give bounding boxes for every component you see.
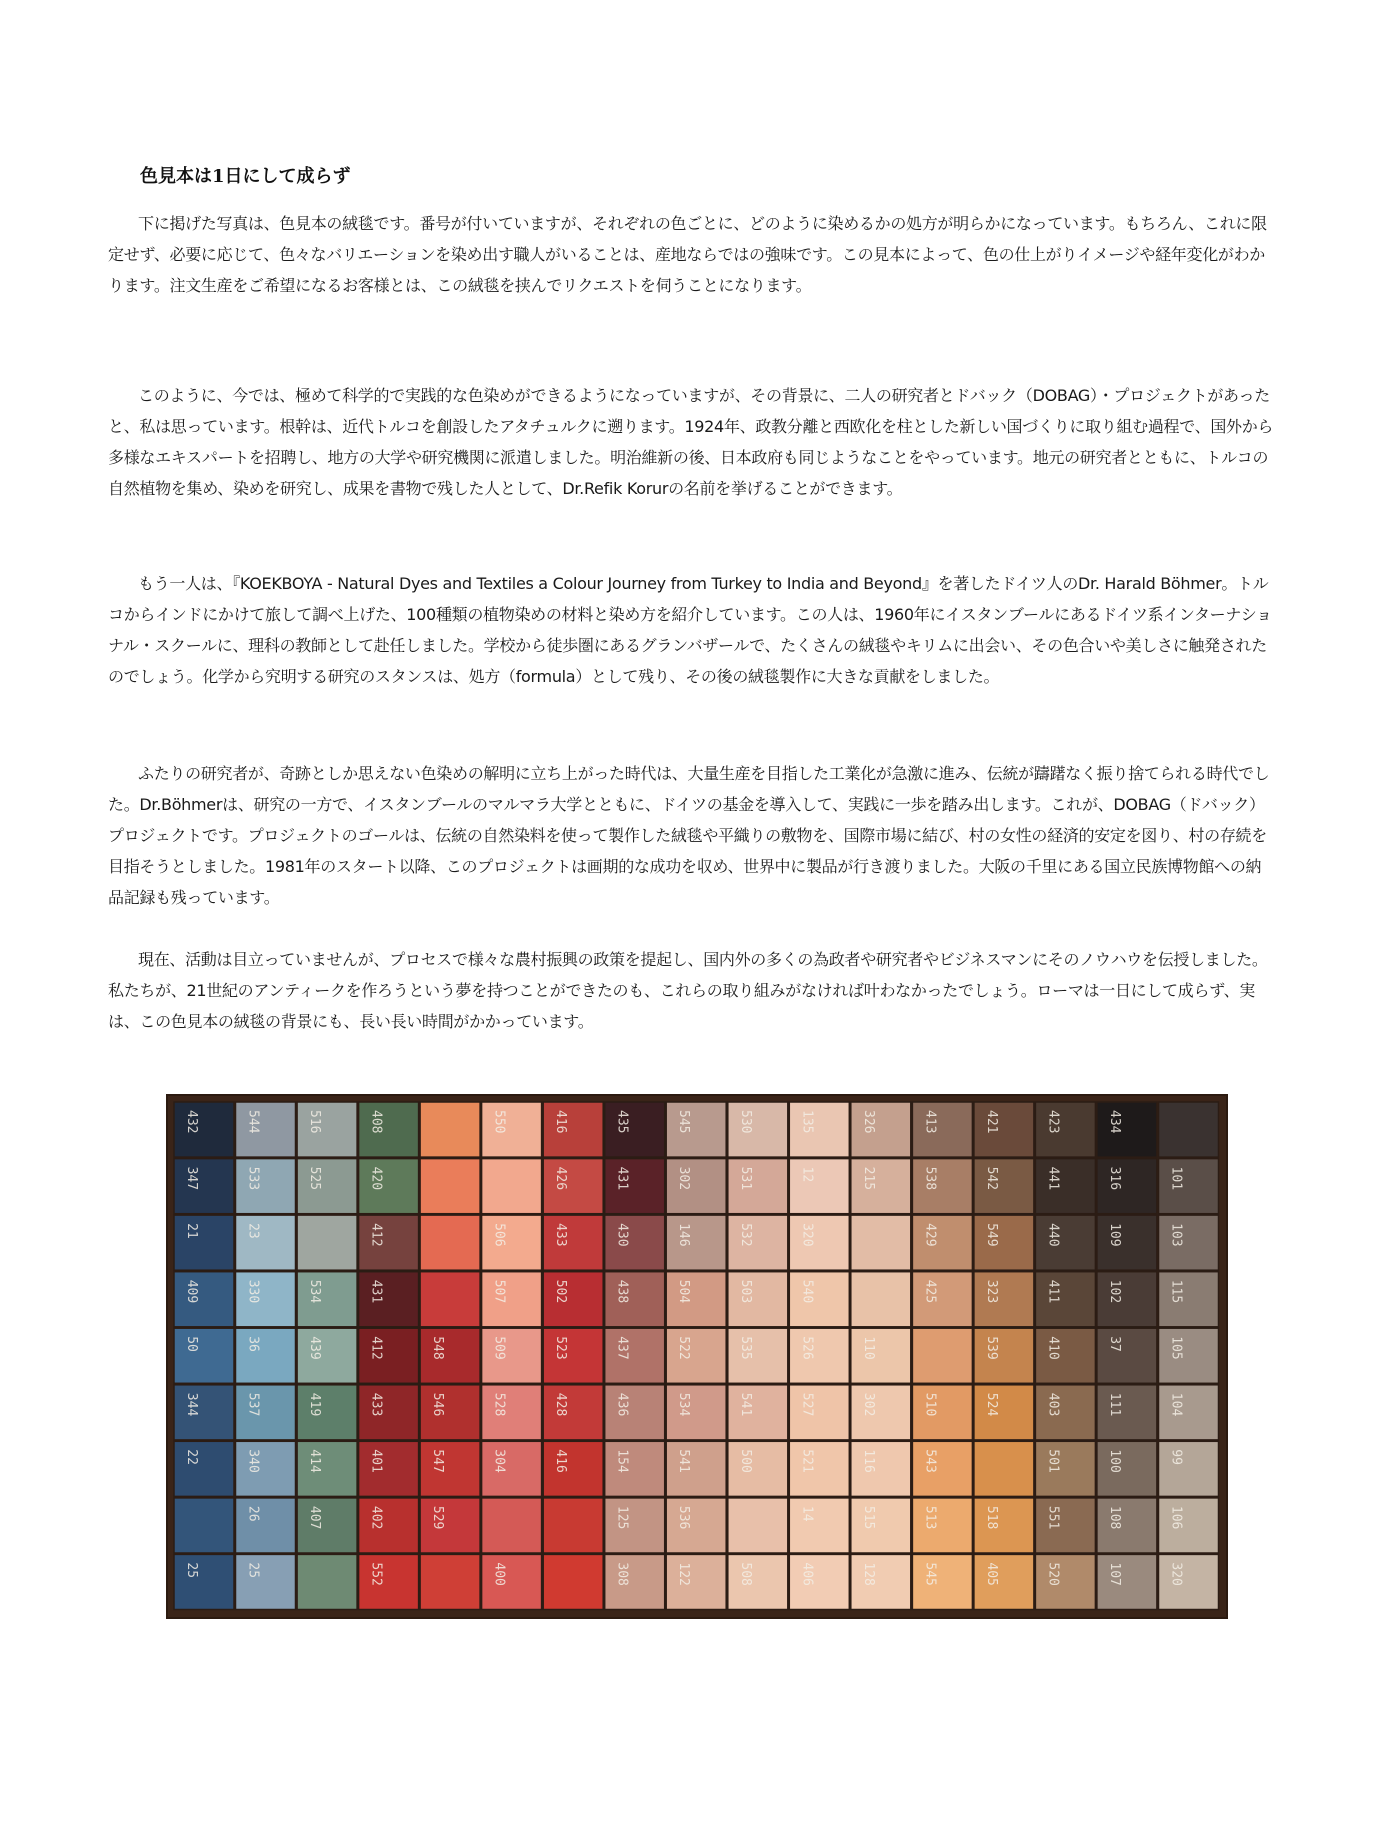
swatch-number-label: 412 xyxy=(368,1223,384,1247)
swatch-number-label: 551 xyxy=(1045,1505,1061,1530)
swatch-cell xyxy=(420,1554,480,1609)
swatch-number-label: 431 xyxy=(614,1166,630,1191)
swatch-number-label: 416 xyxy=(553,1110,569,1134)
swatch-number-label: 549 xyxy=(983,1223,999,1247)
swatch-number-label: 111 xyxy=(1106,1392,1122,1417)
swatch-number-label: 436 xyxy=(614,1392,630,1417)
swatch-cell xyxy=(482,1102,542,1157)
swatch-number-label: 525 xyxy=(307,1166,323,1191)
swatch-cell xyxy=(912,1215,972,1270)
swatch-number-label: 401 xyxy=(368,1449,384,1473)
swatch-number-label: 414 xyxy=(307,1449,323,1473)
swatch-cell xyxy=(851,1328,911,1383)
swatch-cell xyxy=(1159,1385,1219,1440)
swatch-number-label: 405 xyxy=(983,1562,999,1586)
swatch-number-label: 547 xyxy=(430,1449,446,1473)
swatch-cell xyxy=(789,1215,849,1270)
swatch-cell xyxy=(974,1272,1034,1327)
swatch-cell xyxy=(666,1215,726,1270)
swatch-number-label: 320 xyxy=(799,1223,815,1247)
swatch-number-label: 545 xyxy=(676,1110,692,1134)
swatch-cell xyxy=(728,1102,788,1157)
swatch-number-label: 538 xyxy=(922,1166,938,1191)
paragraph-1: 下に掲げた写真は、色見本の絨毯です。番号が付いていますが、それぞれの色ごとに、どのように染めるかの処方が明らかになっています。もちろん、これに限定せず、必要に応じて、色々なバリエーションを染め出す職人がいることは、産地ならではの強味です。この見本によって、色の仕上がりイメージや経年変化がわかります。注文生産をご希望になるお客様とは、この絨毯を挟んでリクエストを伺うことになります。 xyxy=(108,214,1267,295)
swatch-number-label: 523 xyxy=(553,1336,569,1360)
swatch-number-label: 431 xyxy=(368,1279,384,1304)
swatch-cell xyxy=(974,1498,1034,1553)
swatch-cell xyxy=(359,1215,419,1270)
swatch-cell xyxy=(174,1498,234,1553)
swatch-cell xyxy=(974,1328,1034,1383)
swatch-number-label: 407 xyxy=(307,1505,323,1530)
swatch-number-label: 26 xyxy=(245,1505,261,1522)
swatch-cell xyxy=(1159,1441,1219,1496)
swatch-number-label: 403 xyxy=(1045,1392,1061,1417)
swatch-number-label: 316 xyxy=(1106,1166,1122,1191)
swatch-cell xyxy=(543,1102,603,1157)
swatch-cell xyxy=(605,1328,665,1383)
swatch-number-label: 432 xyxy=(184,1110,199,1134)
swatch-cell xyxy=(1097,1159,1157,1214)
swatch-cell xyxy=(482,1272,542,1327)
swatch-number-label: 546 xyxy=(430,1392,446,1417)
swatch-number-label: 541 xyxy=(676,1449,692,1473)
swatch-cell xyxy=(1159,1328,1219,1383)
swatch-cell xyxy=(912,1102,972,1157)
swatch-cell xyxy=(482,1215,542,1270)
swatch-number-label: 308 xyxy=(614,1562,630,1586)
swatch-cell xyxy=(359,1385,419,1440)
swatch-cell xyxy=(420,1385,480,1440)
paragraph-2: このように、今では、極めて科学的で実践的な色染めができるようになっていますが、その背景に、二人の研究者とドバック（DOBAG）・プロジェクトがあったと、私は思っています。根幹は、近代トルコを創設したアタチュルクに遡ります。1924年、政教分離と西欧化を柱とした新しい国づくりに取り組む過程で、国外から多様なエキスパートを招聘し、地方の大学や研究機関に派遣しました。明治維新の後、日本政府も同じようなことをやっています。地元の研究者とともに、トルコの自然植物を集め、染めを研究し、成果を書物で残した人として、Dr.Refik Korurの名前を挙げることができます。 xyxy=(108,386,1274,498)
swatch-cell xyxy=(851,1215,911,1270)
swatch-cell xyxy=(1097,1328,1157,1383)
swatch-number-label: 508 xyxy=(737,1562,753,1586)
swatch-cell xyxy=(420,1215,480,1270)
swatch-cell xyxy=(605,1498,665,1553)
swatch-cell xyxy=(1035,1554,1095,1609)
swatch-cell xyxy=(236,1272,296,1327)
swatch-number-label: 524 xyxy=(983,1392,999,1417)
swatch-number-label: 520 xyxy=(1045,1562,1061,1586)
swatch-number-label: 409 xyxy=(184,1279,199,1304)
swatch-number-label: 439 xyxy=(307,1336,323,1360)
swatch-cell xyxy=(666,1498,726,1553)
swatch-number-label: 116 xyxy=(860,1449,876,1473)
swatch-number-label: 552 xyxy=(368,1562,384,1586)
swatch-number-label: 531 xyxy=(737,1166,753,1191)
swatch-number-label: 429 xyxy=(922,1223,938,1247)
swatch-number-label: 326 xyxy=(860,1110,876,1134)
swatch-number-label: 402 xyxy=(368,1505,384,1530)
swatch-cell xyxy=(174,1102,234,1157)
swatch-cell xyxy=(420,1498,480,1553)
swatch-number-label: 539 xyxy=(983,1336,999,1360)
swatch-number-label: 548 xyxy=(430,1336,446,1360)
swatch-cell xyxy=(297,1441,357,1496)
swatch-number-label: 500 xyxy=(737,1449,753,1473)
swatch-cell xyxy=(728,1554,788,1609)
swatch-number-label: 50 xyxy=(184,1336,199,1352)
swatch-number-label: 516 xyxy=(307,1110,323,1134)
swatch-cell xyxy=(1097,1215,1157,1270)
swatch-cell xyxy=(974,1385,1034,1440)
swatch-cell xyxy=(482,1159,542,1214)
swatch-number-label: 425 xyxy=(922,1279,938,1304)
swatch-cell xyxy=(912,1272,972,1327)
swatch-cell xyxy=(359,1554,419,1609)
swatch-cell xyxy=(1035,1102,1095,1157)
swatch-cell xyxy=(543,1159,603,1214)
swatch-cell xyxy=(174,1328,234,1383)
swatch-number-label: 506 xyxy=(491,1223,507,1247)
swatch-cell xyxy=(359,1102,419,1157)
swatch-cell xyxy=(1035,1385,1095,1440)
swatch-number-label: 522 xyxy=(676,1336,692,1360)
swatch-cell xyxy=(359,1159,419,1214)
swatch-number-label: 530 xyxy=(737,1110,753,1134)
swatch-cell xyxy=(851,1102,911,1157)
swatch-number-label: 25 xyxy=(245,1562,261,1579)
swatch-cell xyxy=(297,1385,357,1440)
swatch-cell xyxy=(851,1385,911,1440)
paragraph-3: もう一人は、『KOEKBOYA - Natural Dyes and Textiles a Colour Journey from Turkey to India and Beyond』を著したドイツ人のDr. Harald Böhmer。トルコからインドにかけて旅して調べ上げた、100種類の植物染めの材料と染め方を紹介しています。この人は、1960年にイスタンブールにあるドイツ系インターナショナル・スクールに、理科の教師として赴任しました。学校から徒歩圏にあるグランバザールで、たくさんの絨毯やキリムに出会い、その色合いや美しさに触発されたのでしょう。化学から究明する研究のスタンスは、処方（formula）として残り、その後の絨毯製作に大きな貢献をしました。 xyxy=(108,574,1272,686)
swatch-cell xyxy=(297,1102,357,1157)
swatch-number-label: 406 xyxy=(799,1562,815,1586)
swatch-number-label: 408 xyxy=(368,1110,384,1134)
swatch-cell xyxy=(543,1441,603,1496)
swatch-cell xyxy=(605,1215,665,1270)
swatch-number-label: 540 xyxy=(799,1279,815,1304)
swatch-cell xyxy=(912,1498,972,1553)
swatch-number-label: 302 xyxy=(860,1392,876,1417)
swatch-number-label: 108 xyxy=(1106,1505,1122,1530)
swatch-number-label: 502 xyxy=(553,1279,569,1304)
swatch-number-label: 103 xyxy=(1168,1223,1184,1247)
swatch-cell xyxy=(482,1498,542,1553)
swatch-cell xyxy=(297,1554,357,1609)
swatch-cell xyxy=(851,1441,911,1496)
swatch-number-label: 101 xyxy=(1168,1166,1184,1191)
swatch-number-label: 115 xyxy=(1168,1279,1184,1304)
swatch-cell xyxy=(789,1498,849,1553)
swatch-cell xyxy=(543,1554,603,1609)
swatch-number-label: 434 xyxy=(1106,1110,1122,1134)
swatch-cell xyxy=(297,1159,357,1214)
section-heading: 色見本は1日にして成らず xyxy=(140,166,351,187)
swatch-cell xyxy=(1097,1385,1157,1440)
swatch-number-label: 400 xyxy=(491,1562,507,1586)
swatch-cell xyxy=(728,1215,788,1270)
swatch-cell xyxy=(297,1498,357,1553)
swatch-cell xyxy=(174,1215,234,1270)
swatch-cell xyxy=(420,1159,480,1214)
swatch-number-label: 435 xyxy=(614,1110,630,1134)
swatch-cell xyxy=(236,1159,296,1214)
swatch-number-label: 423 xyxy=(1045,1110,1061,1134)
swatch-cell xyxy=(1097,1102,1157,1157)
swatch-number-label: 410 xyxy=(1045,1336,1061,1360)
swatch-number-label: 106 xyxy=(1168,1505,1184,1530)
swatch-number-label: 22 xyxy=(184,1449,199,1465)
swatch-cell xyxy=(1035,1498,1095,1553)
swatch-cell xyxy=(543,1498,603,1553)
swatch-cell xyxy=(666,1328,726,1383)
swatch-cell xyxy=(789,1554,849,1609)
swatch-number-label: 154 xyxy=(614,1449,630,1473)
swatch-number-label: 437 xyxy=(614,1336,630,1360)
swatch-number-label: 509 xyxy=(491,1336,507,1360)
swatch-cell xyxy=(359,1328,419,1383)
swatch-number-label: 36 xyxy=(245,1336,261,1352)
swatch-cell xyxy=(789,1159,849,1214)
swatch-number-label: 23 xyxy=(245,1223,261,1239)
swatch-cell xyxy=(1035,1328,1095,1383)
swatch-cell xyxy=(605,1441,665,1496)
swatch-cell xyxy=(174,1554,234,1609)
swatch-cell xyxy=(543,1215,603,1270)
swatch-number-label: 102 xyxy=(1106,1279,1122,1304)
paragraph-5: 現在、活動は目立っていませんが、プロセスで様々な農村振興の政策を提起し、国内外の多くの為政者や研究者やビジネスマンにそのノウハウを伝授しました。私たちが、21世紀のアンティークを作ろうという夢を持つことができたのも、これらの取り組みがなければ叶わなかったでしょう。ローマは一日にして成らず、実は、この色見本の絨毯の背景にも、長い長い時間がかかっています。 xyxy=(108,950,1268,1031)
swatch-number-label: 146 xyxy=(676,1223,692,1247)
swatch-cell xyxy=(359,1272,419,1327)
swatch-cell xyxy=(728,1498,788,1553)
swatch-cell xyxy=(420,1328,480,1383)
swatch-number-label: 521 xyxy=(799,1449,815,1473)
swatch-cell xyxy=(912,1441,972,1496)
swatch-cell xyxy=(912,1385,972,1440)
swatch-number-label: 528 xyxy=(491,1392,507,1417)
swatch-cell xyxy=(297,1272,357,1327)
swatch-cell xyxy=(728,1441,788,1496)
swatch-cell xyxy=(974,1159,1034,1214)
swatch-number-label: 12 xyxy=(799,1166,815,1183)
swatch-number-label: 507 xyxy=(491,1279,507,1304)
swatch-number-label: 99 xyxy=(1168,1449,1184,1465)
swatch-number-label: 534 xyxy=(307,1279,323,1304)
swatch-number-label: 518 xyxy=(983,1505,999,1530)
swatch-number-label: 344 xyxy=(184,1392,199,1417)
swatch-number-label: 413 xyxy=(922,1110,938,1134)
swatch-number-label: 545 xyxy=(922,1562,938,1586)
swatch-cell xyxy=(174,1441,234,1496)
swatch-number-label: 215 xyxy=(860,1166,876,1191)
swatch-number-label: 503 xyxy=(737,1279,753,1304)
swatch-number-label: 441 xyxy=(1045,1166,1061,1191)
swatch-cell xyxy=(420,1102,480,1157)
swatch-number-label: 128 xyxy=(860,1562,876,1586)
swatch-cell xyxy=(359,1441,419,1496)
swatch-number-label: 125 xyxy=(614,1505,630,1530)
swatch-number-label: 542 xyxy=(983,1166,999,1191)
swatch-cell xyxy=(851,1498,911,1553)
swatch-cell xyxy=(789,1328,849,1383)
swatch-cell xyxy=(543,1272,603,1327)
swatch-cell xyxy=(666,1102,726,1157)
swatch-number-label: 428 xyxy=(553,1392,569,1417)
swatch-number-label: 420 xyxy=(368,1166,384,1191)
swatch-cell xyxy=(912,1328,972,1383)
swatch-number-label: 421 xyxy=(983,1110,999,1134)
swatch-cell xyxy=(666,1159,726,1214)
swatch-number-label: 534 xyxy=(676,1392,692,1417)
swatch-cell xyxy=(1159,1554,1219,1609)
swatch-cell xyxy=(728,1328,788,1383)
swatch-number-label: 526 xyxy=(799,1336,815,1360)
swatch-number-label: 510 xyxy=(922,1392,938,1417)
swatch-number-label: 527 xyxy=(799,1392,815,1417)
swatch-number-label: 543 xyxy=(922,1449,938,1473)
color-swatch-rug-photo xyxy=(166,1094,1228,1619)
swatch-cell xyxy=(666,1385,726,1440)
swatch-number-label: 100 xyxy=(1106,1449,1122,1473)
swatch-cell xyxy=(974,1102,1034,1157)
swatch-number-label: 433 xyxy=(368,1392,384,1417)
swatch-number-label: 515 xyxy=(860,1505,876,1530)
swatch-number-label: 433 xyxy=(553,1223,569,1247)
swatch-number-label: 550 xyxy=(491,1110,507,1134)
swatch-cell xyxy=(605,1385,665,1440)
swatch-number-label: 533 xyxy=(245,1166,261,1191)
swatch-number-label: 529 xyxy=(430,1505,446,1530)
swatch-number-label: 304 xyxy=(491,1449,507,1473)
swatch-cell xyxy=(912,1159,972,1214)
swatch-cell xyxy=(482,1554,542,1609)
swatch-number-label: 320 xyxy=(1168,1562,1184,1586)
swatch-number-label: 340 xyxy=(245,1449,261,1473)
swatch-cell xyxy=(974,1441,1034,1496)
swatch-number-label: 513 xyxy=(922,1505,938,1530)
swatch-number-label: 544 xyxy=(245,1110,261,1134)
swatch-cell xyxy=(728,1159,788,1214)
swatch-number-label: 419 xyxy=(307,1392,323,1417)
swatch-number-label: 25 xyxy=(184,1562,199,1579)
swatch-cell xyxy=(359,1498,419,1553)
swatch-cell xyxy=(851,1159,911,1214)
swatch-cell xyxy=(174,1272,234,1327)
swatch-cell xyxy=(666,1441,726,1496)
swatch-cell xyxy=(297,1328,357,1383)
swatch-number-label: 430 xyxy=(614,1223,630,1247)
swatch-cell xyxy=(1159,1159,1219,1214)
swatch-number-label: 501 xyxy=(1045,1449,1061,1473)
swatch-number-label: 438 xyxy=(614,1279,630,1304)
swatch-cell xyxy=(482,1441,542,1496)
swatch-number-label: 537 xyxy=(245,1392,261,1417)
swatch-cell xyxy=(1035,1215,1095,1270)
swatch-cell xyxy=(728,1272,788,1327)
swatch-number-label: 37 xyxy=(1106,1336,1122,1352)
swatch-cell xyxy=(1035,1441,1095,1496)
swatch-cell xyxy=(605,1102,665,1157)
swatch-cell xyxy=(543,1385,603,1440)
swatch-number-label: 347 xyxy=(184,1166,199,1191)
swatch-number-label: 536 xyxy=(676,1505,692,1530)
swatch-number-label: 440 xyxy=(1045,1223,1061,1247)
swatch-number-label: 21 xyxy=(184,1223,199,1239)
swatch-number-label: 302 xyxy=(676,1166,692,1191)
swatch-cell xyxy=(174,1385,234,1440)
swatch-number-label: 535 xyxy=(737,1336,753,1360)
swatch-cell xyxy=(851,1554,911,1609)
swatch-cell xyxy=(605,1554,665,1609)
swatch-cell xyxy=(420,1272,480,1327)
swatch-cell xyxy=(974,1554,1034,1609)
swatch-number-label: 122 xyxy=(676,1562,692,1586)
swatch-cell xyxy=(1035,1272,1095,1327)
swatch-number-label: 14 xyxy=(799,1505,815,1522)
swatch-cell xyxy=(605,1159,665,1214)
swatch-number-label: 330 xyxy=(245,1279,261,1304)
swatch-cell xyxy=(728,1385,788,1440)
swatch-cell xyxy=(1097,1498,1157,1553)
swatch-cell xyxy=(482,1328,542,1383)
swatch-cell xyxy=(236,1385,296,1440)
swatch-cell xyxy=(236,1441,296,1496)
swatch-number-label: 532 xyxy=(737,1223,753,1247)
swatch-cell xyxy=(297,1215,357,1270)
swatch-cell xyxy=(1097,1554,1157,1609)
swatch-cell xyxy=(236,1554,296,1609)
swatch-number-label: 105 xyxy=(1168,1336,1184,1360)
swatch-cell xyxy=(666,1272,726,1327)
swatch-cell xyxy=(789,1272,849,1327)
swatch-cell xyxy=(789,1385,849,1440)
swatch-grid xyxy=(166,1094,1228,1619)
swatch-number-label: 504 xyxy=(676,1279,692,1304)
swatch-number-label: 416 xyxy=(553,1449,569,1473)
swatch-cell xyxy=(236,1102,296,1157)
swatch-cell xyxy=(1035,1159,1095,1214)
swatch-cell xyxy=(605,1272,665,1327)
swatch-cell xyxy=(789,1441,849,1496)
swatch-cell xyxy=(174,1159,234,1214)
swatch-cell xyxy=(543,1328,603,1383)
swatch-number-label: 412 xyxy=(368,1336,384,1360)
swatch-number-label: 109 xyxy=(1106,1223,1122,1247)
swatch-cell xyxy=(236,1328,296,1383)
swatch-cell xyxy=(482,1385,542,1440)
swatch-number-label: 411 xyxy=(1045,1279,1061,1304)
swatch-number-label: 104 xyxy=(1168,1392,1184,1417)
swatch-cell xyxy=(789,1102,849,1157)
swatch-cell xyxy=(912,1554,972,1609)
swatch-cell xyxy=(1097,1272,1157,1327)
swatch-number-label: 541 xyxy=(737,1392,753,1417)
swatch-cell xyxy=(1159,1272,1219,1327)
swatch-number-label: 426 xyxy=(553,1166,569,1191)
swatch-cell xyxy=(1097,1441,1157,1496)
swatch-cell xyxy=(666,1554,726,1609)
swatch-cell xyxy=(1159,1102,1219,1157)
swatch-number-label: 135 xyxy=(799,1110,815,1134)
swatch-cell xyxy=(851,1272,911,1327)
swatch-cell xyxy=(420,1441,480,1496)
paragraph-4: ふたりの研究者が、奇跡としか思えない色染めの解明に立ち上がった時代は、大量生産を目指した工業化が急激に進み、伝統が躊躇なく振り捨てられる時代でした。Dr.Böhmerは、研究の一方で、イスタンブールのマルマラ大学とともに、ドイツの基金を導入して、実践に一歩を踏み出します。これが、DOBAG（ドバック）プロジェクトです。プロジェクトのゴールは、伝統の自然染料を使って製作した絨毯や平織りの敷物を、国際市場に結び、村の女性の経済的安定を図り、村の存続を目指そうとしました。1981年のスタート以降、このプロジェクトは画期的な成功を収め、世界中に製品が行き渡りました。大阪の千里にある国立民族博物館への納品記録も残っています。 xyxy=(108,764,1270,907)
swatch-cell xyxy=(236,1498,296,1553)
swatch-cell xyxy=(1159,1215,1219,1270)
swatch-number-label: 110 xyxy=(860,1336,876,1360)
swatch-number-label: 107 xyxy=(1106,1562,1122,1586)
swatch-cell xyxy=(236,1215,296,1270)
swatch-number-label: 323 xyxy=(983,1279,999,1304)
swatch-cell xyxy=(1159,1498,1219,1553)
swatch-cell xyxy=(974,1215,1034,1270)
